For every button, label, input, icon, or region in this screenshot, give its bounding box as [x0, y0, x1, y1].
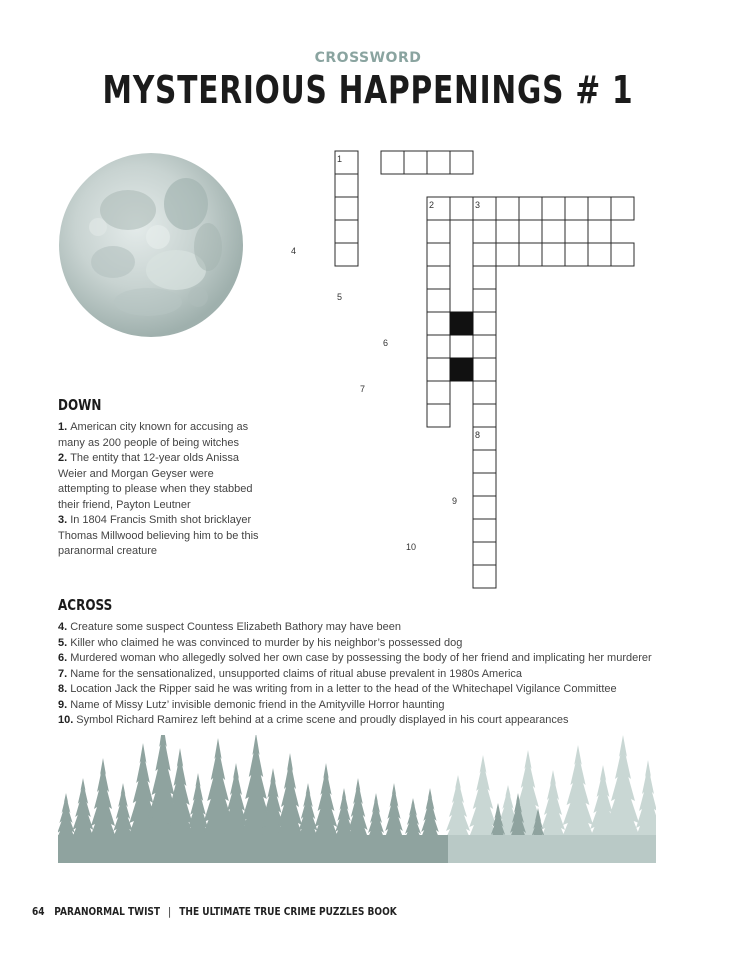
grid-cell[interactable] [473, 358, 496, 381]
across-clue-4: 4. Creature some suspect Countess Elizabeth Bathory may have been [58, 621, 401, 633]
grid-number-4: 4 [291, 246, 297, 256]
grid-cell[interactable] [335, 243, 358, 266]
grid-number-7: 7 [360, 384, 366, 394]
grid-number-2: 2 [429, 200, 435, 210]
grid-cell[interactable] [335, 197, 358, 220]
grid-cell[interactable] [404, 151, 427, 174]
page-title: MYSTERIOUS HAPPENINGS # 1 [102, 68, 634, 112]
grid-cell[interactable] [473, 220, 496, 243]
grid-cell[interactable] [427, 289, 450, 312]
across-clue-5: 5. Killer who claimed he was convinced to murder by his neighbor’s possessed dog [58, 636, 463, 649]
across-clue-list [58, 620, 698, 729]
grid-cell[interactable] [473, 450, 496, 473]
grid-cell[interactable] [542, 243, 565, 266]
tree-dark [383, 783, 405, 843]
grid-cell[interactable] [473, 427, 496, 450]
across-clue-7: 7. Name for the sensationalized, unsupported claims of ritual abuse prevalent in 1980s America [58, 667, 523, 680]
book-section: PARANORMAL TWIST [54, 905, 161, 918]
grid-cell[interactable] [427, 151, 450, 174]
grid-cell[interactable] [496, 243, 519, 266]
grid-cell[interactable] [519, 220, 542, 243]
grid-cell[interactable] [427, 358, 450, 381]
grid-cell[interactable] [565, 220, 588, 243]
section-kicker: CROSSWORD [314, 50, 422, 66]
grid-cell[interactable] [473, 519, 496, 542]
grid-cell[interactable] [588, 220, 611, 243]
grid-cell[interactable] [381, 151, 404, 174]
down-heading: DOWN [58, 396, 102, 414]
down-clue-list [58, 420, 268, 560]
grid-cell[interactable] [473, 243, 496, 266]
grid-cell[interactable] [473, 565, 496, 588]
grid-cell[interactable] [427, 197, 450, 220]
down-clue-3: 3. In 1804 Francis Smith shot bricklayer Thomas Millwood believing him to be this paranormal creature [58, 514, 259, 557]
moon-illustration [58, 152, 244, 338]
grid-cell[interactable] [427, 266, 450, 289]
grid-cell[interactable] [519, 197, 542, 220]
tree-dark [88, 758, 118, 843]
grid-cell[interactable] [427, 243, 450, 266]
grid-cell[interactable] [427, 404, 450, 427]
grid-cell[interactable] [611, 197, 634, 220]
tree-light [559, 745, 597, 845]
grid-cell[interactable] [565, 197, 588, 220]
grid-cell[interactable] [473, 473, 496, 496]
across-heading: ACROSS [58, 596, 113, 614]
across-clue-6: 6. Murdered woman who allegedly solved her own case by possessing the body of her friend and implicating her murderer [58, 652, 652, 664]
grid-cell[interactable] [473, 266, 496, 289]
across-clue-9: 9. Name of Missy Lutz’ invisible demonic friend in the Amityville Horror haunting [58, 698, 445, 711]
grid-number-1: 1 [337, 154, 343, 164]
grid-cell[interactable] [473, 496, 496, 519]
grid-cell[interactable] [588, 197, 611, 220]
across-clue-8: 8. Location Jack the Ripper said he was writing from in a letter to the head of the Whitechapel Vigilance Committee [58, 683, 617, 695]
grid-cell[interactable] [611, 243, 634, 266]
grid-cell[interactable] [335, 174, 358, 197]
grid-cell[interactable] [496, 197, 519, 220]
page-number: 64 [32, 905, 45, 918]
grid-cell[interactable] [473, 404, 496, 427]
grid-cell[interactable] [427, 335, 450, 358]
grid-block [450, 358, 473, 381]
grid-cell[interactable] [588, 243, 611, 266]
grid-number-3: 3 [475, 200, 481, 210]
grid-cell[interactable] [450, 197, 473, 220]
grid-block [450, 312, 473, 335]
down-clue-1: 1. American city known for accusing as many as 200 people of being witches [58, 421, 249, 449]
grid-cell[interactable] [565, 243, 588, 266]
grid-cell[interactable] [473, 542, 496, 565]
grid-cell[interactable] [473, 381, 496, 404]
grid-cell[interactable] [473, 312, 496, 335]
tree-light [443, 775, 473, 845]
grid-cell[interactable] [335, 151, 358, 174]
book-title: THE ULTIMATE TRUE CRIME PUZZLES BOOK [179, 905, 397, 918]
grid-cell[interactable] [427, 220, 450, 243]
grid-cell[interactable] [473, 335, 496, 358]
grid-cell[interactable] [473, 289, 496, 312]
across-clue-10: 10. Symbol Richard Ramirez left behind at a crime scene and proudly displayed in his court appearances [58, 714, 569, 726]
grid-number-10: 10 [406, 542, 417, 552]
tree-line-illustration [58, 735, 656, 863]
grid-cell[interactable] [450, 151, 473, 174]
tree-dark [419, 788, 441, 843]
grid-cell[interactable] [519, 243, 542, 266]
grid-number-6: 6 [383, 338, 389, 348]
grid-number-9: 9 [452, 496, 458, 506]
grid-cell[interactable] [473, 197, 496, 220]
grid-cell[interactable] [427, 312, 450, 335]
grid-cell[interactable] [542, 220, 565, 243]
grid-number-5: 5 [337, 292, 343, 302]
grid-number-8: 8 [475, 430, 481, 440]
grid-cell[interactable] [542, 197, 565, 220]
down-clue-2: 2. The entity that 12-year olds Anissa Weier and Morgan Geyser were attempting to please when they stabbed their friend, Payton Leutner [58, 452, 253, 511]
grid-cell[interactable] [335, 220, 358, 243]
grid-cells [335, 151, 634, 588]
page-footer: 64 PARANORMAL TWIST | THE ULTIMATE TRUE CRIME PUZZLES BOOK [32, 905, 397, 918]
grid-cell[interactable] [427, 381, 450, 404]
